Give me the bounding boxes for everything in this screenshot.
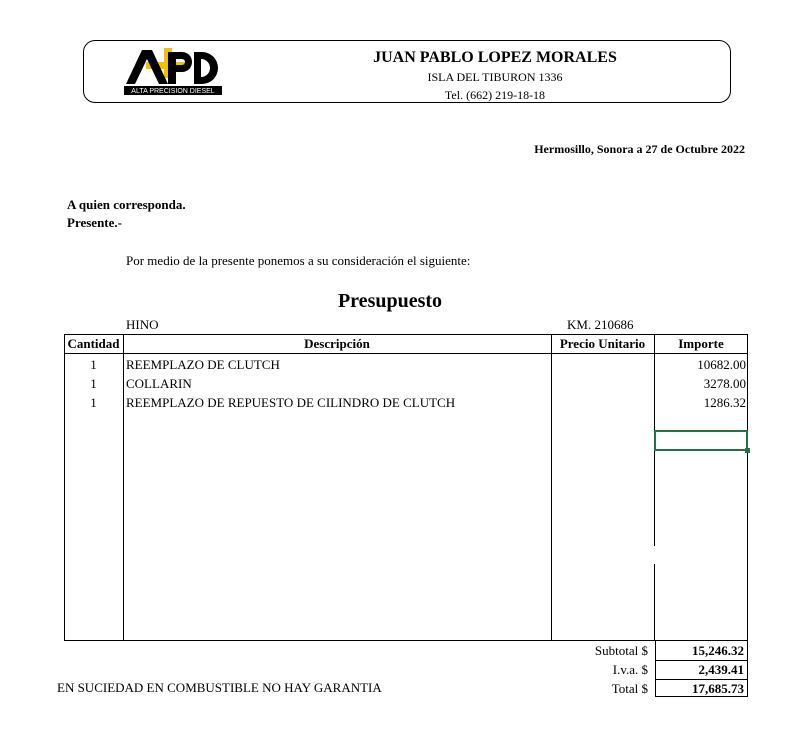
- column-header-cantidad: Cantidad: [67, 336, 120, 351]
- row-3-description: REEMPLAZO DE REPUESTO DE CILINDRO DE CLUTCH: [126, 395, 456, 410]
- row-3-amount: 1286.32: [703, 395, 746, 410]
- row-1-amount: 10682.00: [697, 357, 746, 372]
- row-2-amount: 3278.00: [703, 376, 746, 391]
- company-phone: Tel. (662) 219-18-18: [444, 88, 546, 102]
- selected-cell[interactable]: [654, 430, 748, 451]
- fill-handle[interactable]: [745, 448, 750, 453]
- row-1-qty: 1: [90, 357, 97, 372]
- subtotal-value: 15,246.32: [692, 643, 744, 658]
- document-title: Presupuesto: [337, 290, 443, 312]
- column-divider: [123, 334, 124, 641]
- subtotal-label: Subtotal $: [594, 643, 648, 658]
- total-value: 17,685.73: [692, 681, 744, 696]
- column-divider: [654, 564, 655, 641]
- column-header-descripcion: Descripción: [304, 336, 370, 351]
- row-2-description: COLLARIN: [126, 376, 192, 391]
- total-label: Total $: [611, 681, 648, 696]
- greeting: A quien corresponda.: [67, 197, 186, 212]
- warranty-disclaimer: EN SUCIEDAD EN COMBUSTIBLE NO HAY GARANTIA: [57, 680, 382, 695]
- company-address: ISLA DEL TIBURON 1336: [427, 70, 563, 84]
- column-header-importe: Importe: [678, 336, 724, 351]
- intro-paragraph: Por medio de la presente ponemos a su consideración el siguiente:: [126, 253, 471, 268]
- presente-line: Presente.-: [67, 215, 122, 230]
- apd-logo: [124, 46, 222, 96]
- row-2-qty: 1: [90, 376, 97, 391]
- date-line: Hermosillo, Sonora a 27 de Octubre 2022: [534, 142, 745, 156]
- totals-separator: [655, 679, 748, 680]
- vehicle-model: HINO: [126, 317, 159, 332]
- row-3-qty: 1: [90, 395, 97, 410]
- iva-value: 2,439.41: [698, 662, 744, 677]
- column-divider: [551, 334, 552, 641]
- vehicle-km: KM. 210686: [567, 317, 634, 332]
- iva-label: I.v.a. $: [612, 662, 648, 677]
- column-header-precio-unitario: Precio Unitario: [559, 336, 646, 351]
- totals-separator: [655, 660, 748, 661]
- table-header-underline: [64, 353, 748, 354]
- logo-subtitle: ALTA PRECISION DIESEL: [131, 88, 215, 95]
- row-1-description: REEMPLAZO DE CLUTCH: [126, 357, 280, 372]
- company-name: JUAN PABLO LOPEZ MORALES: [373, 49, 617, 66]
